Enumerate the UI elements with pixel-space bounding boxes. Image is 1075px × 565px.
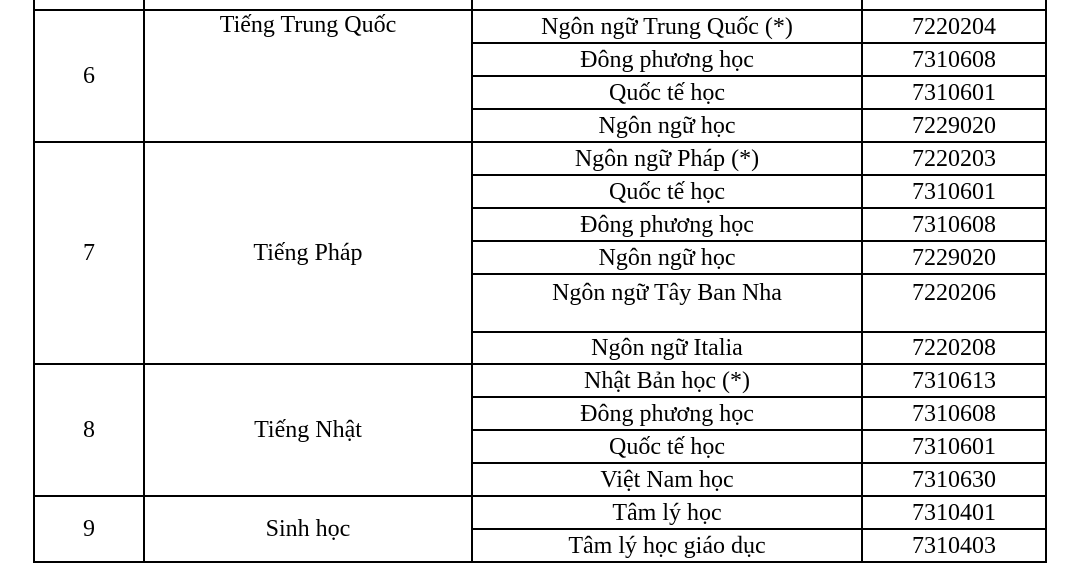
- group-number: 9: [34, 496, 144, 562]
- group-subject: [144, 10, 472, 142]
- major-name: Quốc tế học: [472, 430, 862, 463]
- group-number: 7: [34, 142, 144, 364]
- major-code: 7310608: [862, 397, 1046, 430]
- major-code: 7229020: [862, 109, 1046, 142]
- major-code: 7310608: [862, 208, 1046, 241]
- major-name: Ngôn ngữ Pháp (*): [472, 142, 862, 175]
- major-name: Đông phương học: [472, 397, 862, 430]
- major-code: 7229020: [862, 241, 1046, 274]
- major-code: 7310401: [862, 496, 1046, 529]
- previous-row-major-cell: [472, 0, 862, 10]
- major-name: Quốc tế học: [472, 76, 862, 109]
- major-code: 7310601: [862, 430, 1046, 463]
- major-name: Việt Nam học: [472, 463, 862, 496]
- group-number: 6: [34, 10, 144, 142]
- major-name: Đông phương học: [472, 43, 862, 76]
- previous-row-subject-cell: [144, 0, 472, 10]
- major-name: Tâm lý học: [472, 496, 862, 529]
- major-name: Ngôn ngữ học: [472, 241, 862, 274]
- major-name: Ngôn ngữ học: [472, 109, 862, 142]
- major-name: Ngôn ngữ Trung Quốc (*): [472, 10, 862, 43]
- major-code: 7310613: [862, 364, 1046, 397]
- major-code: 7310601: [862, 76, 1046, 109]
- majors-table: [33, 0, 1047, 563]
- major-code: 7220208: [862, 332, 1046, 364]
- major-code: 7310630: [862, 463, 1046, 496]
- major-name: Tâm lý học giáo dục: [472, 529, 862, 562]
- major-name: Quốc tế học: [472, 175, 862, 208]
- group-subject: Tiếng Nhật: [144, 364, 472, 496]
- table-row: [34, 10, 1046, 43]
- major-code: 7220203: [862, 142, 1046, 175]
- major-name: Đông phương học: [472, 208, 862, 241]
- major-code: 7310601: [862, 175, 1046, 208]
- table-row-previous-continuation: [34, 0, 1046, 10]
- group-subject: Tiếng Pháp: [144, 142, 472, 364]
- major-name: Ngôn ngữ Italia: [472, 332, 862, 364]
- previous-row-no-cell: [34, 0, 144, 10]
- major-name: Nhật Bản học (*): [472, 364, 862, 397]
- table-row: [34, 142, 1046, 175]
- major-code: 7220204: [862, 10, 1046, 43]
- table-row: [34, 364, 1046, 397]
- previous-row-code-cell: [862, 0, 1046, 10]
- table-row: [34, 496, 1046, 529]
- major-code: 7310403: [862, 529, 1046, 562]
- major-code: 7310608: [862, 43, 1046, 76]
- major-name: Ngôn ngữ Tây Ban Nha: [472, 274, 862, 332]
- group-subject-label: Tiếng Trung Quốc: [219, 12, 397, 38]
- group-subject: Sinh học: [144, 496, 472, 562]
- group-number: 8: [34, 364, 144, 496]
- major-code: 7220206: [862, 274, 1046, 332]
